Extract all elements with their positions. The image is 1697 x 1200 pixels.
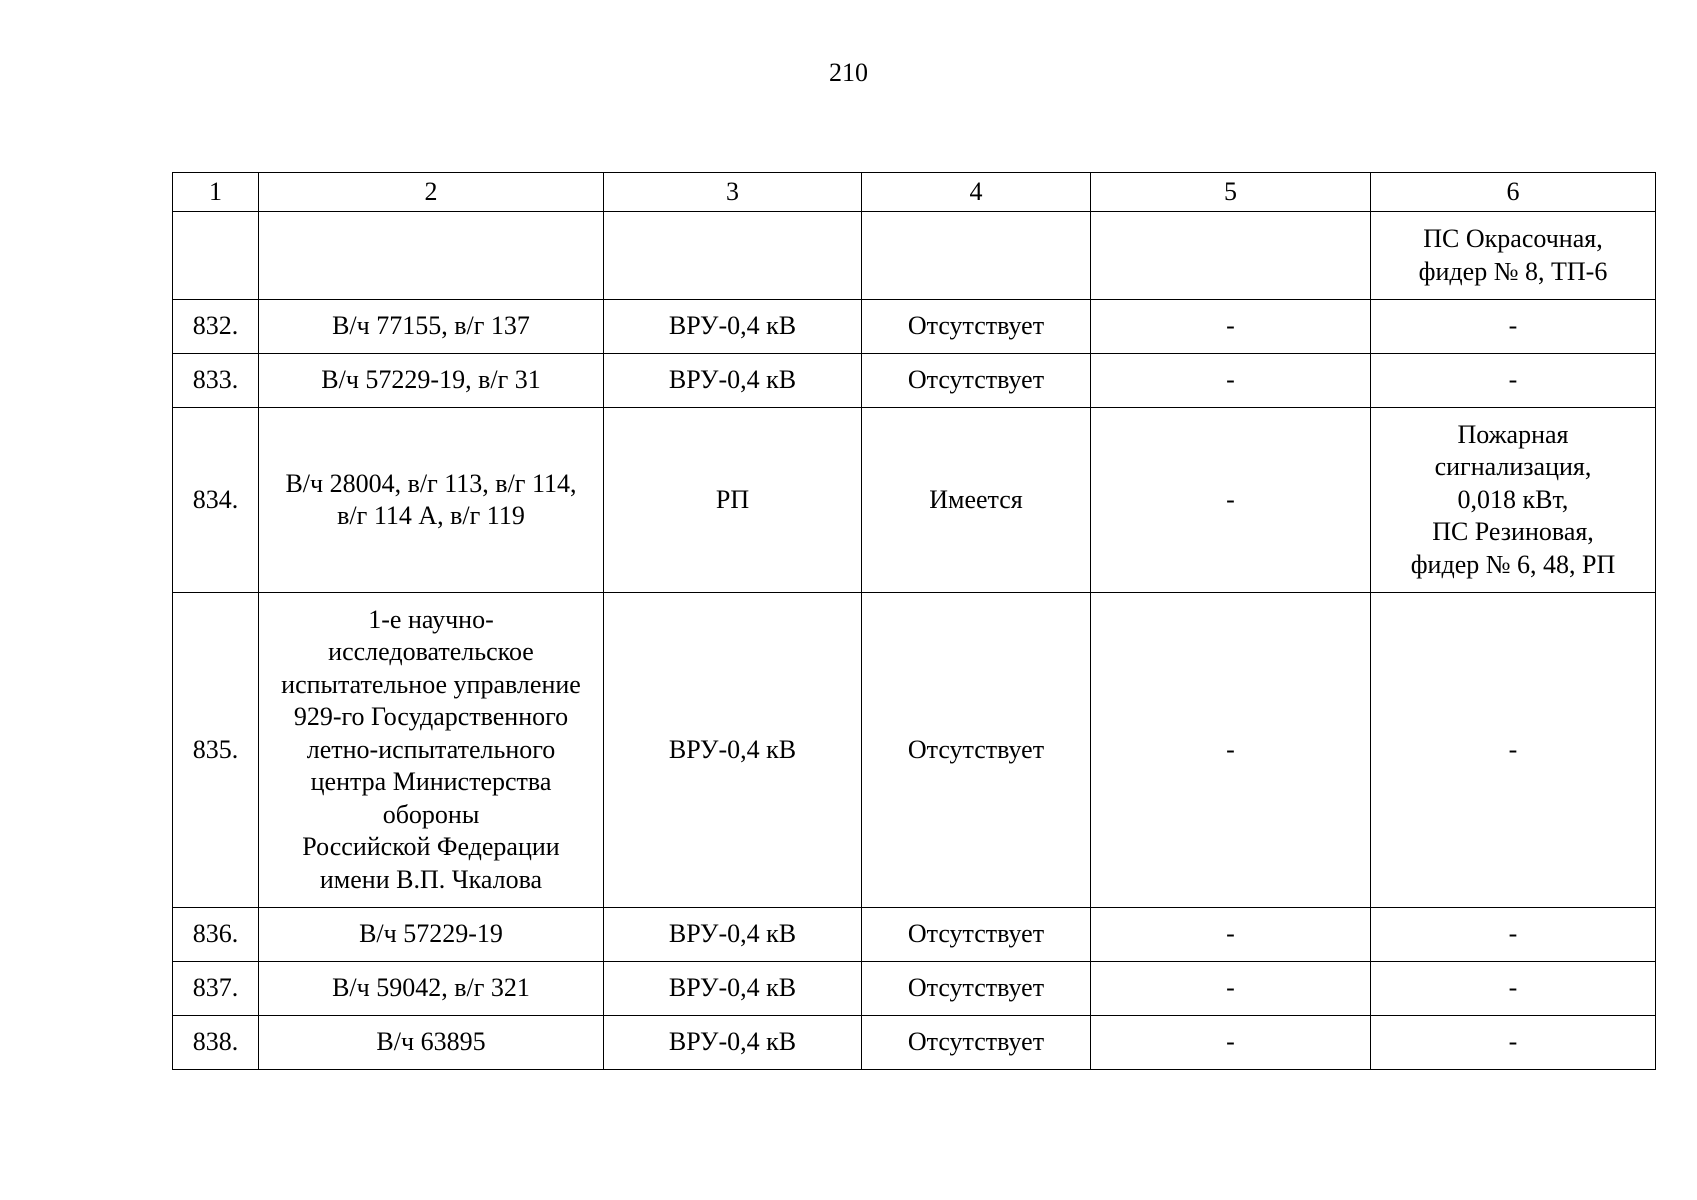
column-number-4: 4 [862, 173, 1091, 212]
cell-device: ВРУ-0,4 кВ [604, 593, 862, 908]
cell-column-5: - [1091, 1016, 1371, 1070]
facilities-table [172, 172, 1656, 1070]
cell-column-5: - [1091, 300, 1371, 354]
cell-status: Отсутствует [862, 1016, 1091, 1070]
cell-power-source: - [1371, 354, 1656, 408]
cell-device: РП [604, 408, 862, 593]
cell-column-5: - [1091, 962, 1371, 1016]
cell-device: ВРУ-0,4 кВ [604, 1016, 862, 1070]
cell-power-source: ПС Окрасочная, фидер № 8, ТП-6 [1371, 212, 1656, 300]
cell-status: Отсутствует [862, 354, 1091, 408]
cell-device: ВРУ-0,4 кВ [604, 300, 862, 354]
table-row-continuation [173, 212, 1656, 300]
column-number-6: 6 [1371, 173, 1656, 212]
cell-object: 1-е научно- исследовательское испытательное управление 929-го Государственного летно-испытательного центра Министерства обороны Российской Федерации имени В.П. Чкалова [259, 593, 604, 908]
table-row [173, 593, 1656, 908]
cell-device: ВРУ-0,4 кВ [604, 962, 862, 1016]
table-row [173, 962, 1656, 1016]
cell-empty [173, 212, 259, 300]
cell-object: В/ч 77155, в/г 137 [259, 300, 604, 354]
cell-power-source: - [1371, 593, 1656, 908]
column-number-2: 2 [259, 173, 604, 212]
cell-row-number: 835. [173, 593, 259, 908]
cell-status: Отсутствует [862, 300, 1091, 354]
cell-device: ВРУ-0,4 кВ [604, 908, 862, 962]
cell-power-source: - [1371, 300, 1656, 354]
cell-column-5: - [1091, 354, 1371, 408]
cell-column-5: - [1091, 408, 1371, 593]
cell-row-number: 836. [173, 908, 259, 962]
cell-empty [1091, 212, 1371, 300]
cell-power-source: - [1371, 908, 1656, 962]
cell-status: Отсутствует [862, 962, 1091, 1016]
cell-row-number: 837. [173, 962, 259, 1016]
cell-power-source: - [1371, 1016, 1656, 1070]
table-row [173, 408, 1656, 593]
column-number-5: 5 [1091, 173, 1371, 212]
table-row [173, 1016, 1656, 1070]
table-row [173, 354, 1656, 408]
cell-column-5: - [1091, 593, 1371, 908]
column-number-1: 1 [173, 173, 259, 212]
cell-row-number: 834. [173, 408, 259, 593]
cell-object: В/ч 57229-19, в/г 31 [259, 354, 604, 408]
cell-power-source: - [1371, 962, 1656, 1016]
cell-empty [862, 212, 1091, 300]
cell-device: ВРУ-0,4 кВ [604, 354, 862, 408]
cell-object: В/ч 28004, в/г 113, в/г 114, в/г 114 А, в/г 119 [259, 408, 604, 593]
cell-column-5: - [1091, 908, 1371, 962]
cell-row-number: 838. [173, 1016, 259, 1070]
cell-row-number: 832. [173, 300, 259, 354]
cell-row-number: 833. [173, 354, 259, 408]
column-number-3: 3 [604, 173, 862, 212]
table-header-row [173, 173, 1656, 212]
cell-status: Отсутствует [862, 908, 1091, 962]
table-row [173, 300, 1656, 354]
cell-empty [604, 212, 862, 300]
page-number: 210 [829, 58, 868, 87]
cell-status: Отсутствует [862, 593, 1091, 908]
cell-empty [259, 212, 604, 300]
table-row [173, 908, 1656, 962]
cell-power-source: Пожарная сигнализация, 0,018 кВт, ПС Резиновая, фидер № 6, 48, РП [1371, 408, 1656, 593]
cell-object: В/ч 57229-19 [259, 908, 604, 962]
cell-object: В/ч 63895 [259, 1016, 604, 1070]
cell-status: Имеется [862, 408, 1091, 593]
cell-object: В/ч 59042, в/г 321 [259, 962, 604, 1016]
